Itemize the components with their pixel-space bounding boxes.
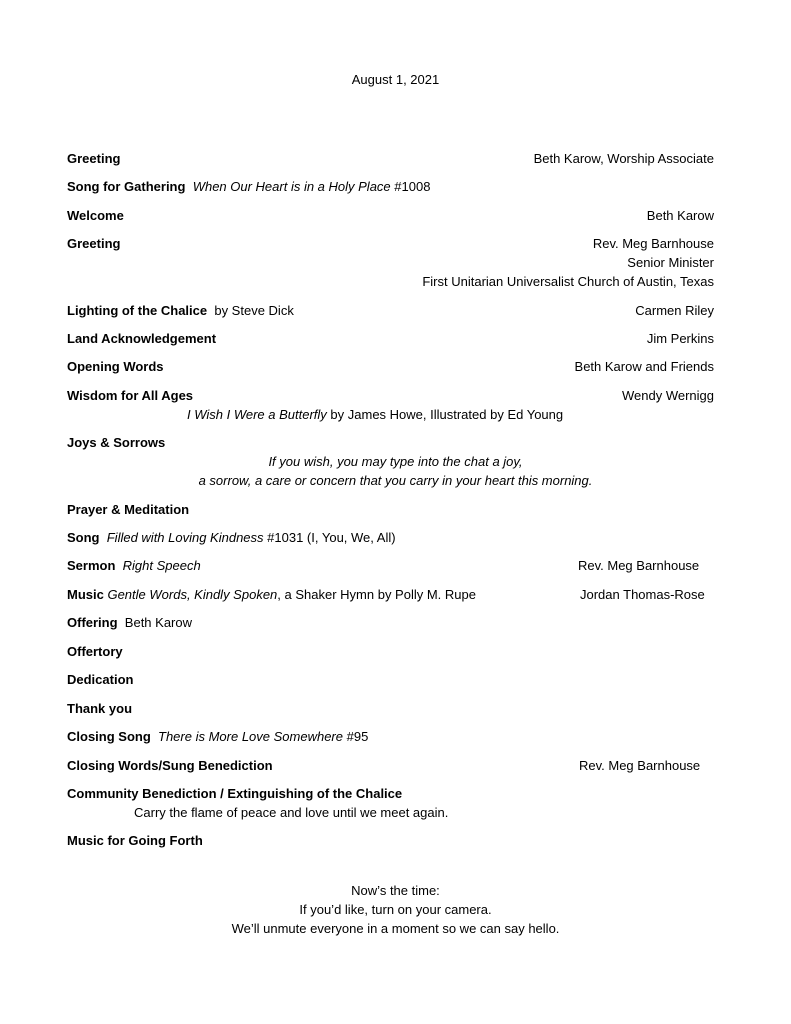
music-title: Music xyxy=(67,587,104,602)
song-detail: #1031 (I, You, We, All) xyxy=(267,530,396,545)
wisdom-person: Wendy Wernigg xyxy=(621,388,714,403)
land-person: Jim Perkins xyxy=(646,331,714,346)
wisdom-book-line xyxy=(187,407,563,422)
joys-line1: If you wish, you may type into the chat a joy, xyxy=(268,454,523,469)
community-title: Community Benediction / Extinguishing of the Chalice xyxy=(67,786,403,801)
gathering-song: When Our Heart is in a Holy Place xyxy=(192,179,391,194)
music-detail: , a Shaker Hymn by Polly M. Rupe xyxy=(277,587,476,602)
dedication-title: Dedication xyxy=(67,672,134,687)
greeting-title: Greeting xyxy=(67,151,121,166)
closing-song-title: Closing Song xyxy=(67,729,151,744)
footer-line1: Now’s the time: xyxy=(351,883,440,898)
offering-line xyxy=(67,615,192,630)
closing-words-person: Rev. Meg Barnhouse xyxy=(579,758,701,773)
wisdom-book: I Wish I Were a Butterfly xyxy=(187,407,327,422)
chalice-person: Carmen Riley xyxy=(635,303,714,318)
song-line xyxy=(67,530,396,545)
gathering-number: #1008 xyxy=(394,179,431,194)
offering-person: Beth Karow xyxy=(124,615,192,630)
footer-line2: If you’d like, turn on your camera. xyxy=(299,902,492,917)
greeting2-title: Greeting xyxy=(67,236,121,251)
chalice-line xyxy=(67,303,294,318)
greeting2-role: Senior Minister xyxy=(627,255,714,270)
chalice-by: by Steve Dick xyxy=(214,303,294,318)
song-title: Song xyxy=(67,530,100,545)
greeting-person: Beth Karow, Worship Associate xyxy=(533,151,714,166)
offertory-title: Offertory xyxy=(67,644,123,659)
music-line xyxy=(67,587,476,602)
wisdom-credit: by James Howe, Illustrated by Ed Young xyxy=(330,407,564,422)
opening-title: Opening Words xyxy=(67,359,164,374)
offering-title: Offering xyxy=(67,615,118,630)
greeting2-person: Rev. Meg Barnhouse xyxy=(592,236,714,251)
footer-line3: We’ll unmute everyone in a moment so we can say hello. xyxy=(231,921,560,936)
opening-person: Beth Karow and Friends xyxy=(574,359,714,374)
song-name: Filled with Loving Kindness xyxy=(106,530,264,545)
music-song: Gentle Words, Kindly Spoken xyxy=(107,587,278,602)
thank-you-title: Thank you xyxy=(67,701,133,716)
community-line: Carry the flame of peace and love until we meet again. xyxy=(134,805,449,820)
sermon-subject: Right Speech xyxy=(122,558,201,573)
prayer-title: Prayer & Meditation xyxy=(67,502,190,517)
land-title: Land Acknowledgement xyxy=(67,331,217,346)
chalice-title: Lighting of the Chalice xyxy=(67,303,208,318)
joys-line2: a sorrow, a care or concern that you carry in your heart this morning. xyxy=(198,473,593,488)
welcome-title: Welcome xyxy=(67,208,124,223)
closing-song-line xyxy=(67,729,368,744)
closing-song-name: There is More Love Somewhere xyxy=(158,729,343,744)
sermon-title: Sermon xyxy=(67,558,116,573)
gathering-title: Song for Gathering xyxy=(67,179,186,194)
wisdom-title: Wisdom for All Ages xyxy=(67,388,194,403)
greeting2-org: First Unitarian Universalist Church of Austin, Texas xyxy=(422,274,714,289)
service-date: August 1, 2021 xyxy=(351,72,440,87)
going-forth-title: Music for Going Forth xyxy=(67,833,203,848)
music-person: Jordan Thomas-Rose xyxy=(580,587,705,602)
welcome-person: Beth Karow xyxy=(646,208,714,223)
gathering-line xyxy=(67,179,430,194)
sermon-line xyxy=(67,558,201,573)
sermon-person: Rev. Meg Barnhouse xyxy=(578,558,700,573)
closing-song-number: #95 xyxy=(346,729,369,744)
closing-words-title: Closing Words/Sung Benediction xyxy=(67,758,273,773)
joys-title: Joys & Sorrows xyxy=(67,435,166,450)
